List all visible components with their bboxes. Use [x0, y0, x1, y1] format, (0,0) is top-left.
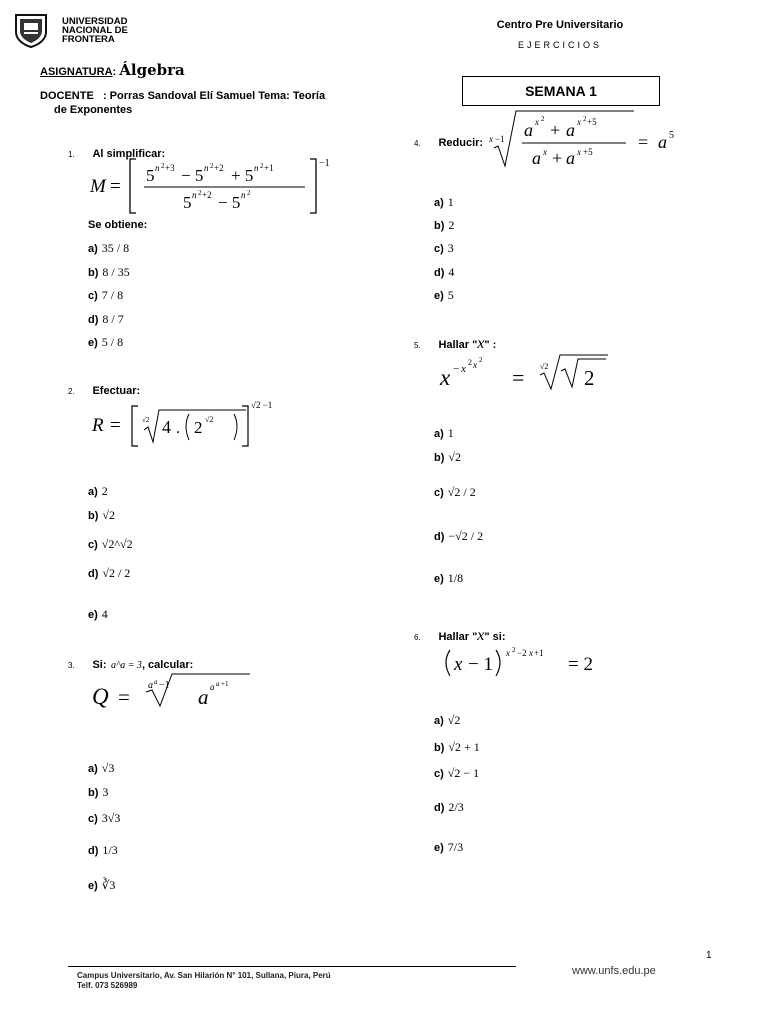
svg-text:2: 2: [479, 356, 483, 364]
svg-text:n: n: [155, 163, 160, 173]
question-1-formula: [86, 156, 346, 218]
svg-text:− 5: − 5: [218, 193, 241, 212]
q2-option-e[interactable]: e) 4: [88, 607, 108, 621]
svg-text:2: 2: [541, 115, 545, 123]
svg-text:−1: −1: [495, 134, 505, 144]
q6-option-c[interactable]: c) √2 − 1: [434, 766, 480, 780]
q5-option-e[interactable]: e) 1/8: [434, 571, 464, 585]
q6-option-b[interactable]: b) √2 + 1: [434, 740, 480, 754]
svg-text:n: n: [241, 190, 246, 200]
svg-text:2: 2: [260, 162, 264, 170]
svg-text:=: =: [110, 415, 121, 436]
svg-text:x: x: [543, 147, 547, 157]
q1-option-b[interactable]: b) 8 / 35: [88, 265, 130, 279]
svg-text:+ 5: + 5: [231, 166, 254, 185]
question-6-formula: [436, 642, 616, 682]
svg-text:+1: +1: [534, 648, 544, 658]
question-3-formula: [86, 668, 266, 712]
q6-option-e[interactable]: e) 7/3: [434, 840, 464, 854]
svg-text:a: a: [210, 682, 215, 692]
svg-text:−1: −1: [319, 158, 330, 169]
svg-text:x: x: [440, 365, 451, 390]
svg-text:=: =: [512, 365, 525, 390]
q6-option-d[interactable]: d) 2/3: [434, 800, 464, 814]
q2-option-d[interactable]: d) √2 / 2: [88, 566, 131, 580]
svg-text:5: 5: [146, 166, 155, 185]
svg-text:√2: √2: [205, 415, 214, 424]
svg-text:x: x: [489, 134, 493, 144]
q5-option-d[interactable]: d) −√2 / 2: [434, 529, 484, 543]
q2-option-c[interactable]: c) √2^√2: [88, 537, 133, 551]
svg-text:=: =: [110, 176, 121, 197]
svg-text:+5: +5: [583, 147, 593, 157]
svg-text:√2 −1: √2 −1: [251, 400, 273, 410]
q4-option-a[interactable]: a) 1: [434, 195, 454, 209]
q3-option-a[interactable]: a) √3: [88, 761, 115, 775]
q3-option-d[interactable]: d) 1/3: [88, 843, 118, 857]
footer-address: Campus Universitario, Av. San Hilarión N° 101, Sullana, Piura, Perú Telf. 073 526989: [77, 971, 331, 990]
svg-text:−2: −2: [517, 648, 527, 658]
q4-option-b[interactable]: b) 2: [434, 218, 455, 232]
svg-text:a: a: [566, 148, 575, 168]
svg-text:2: 2: [468, 358, 472, 367]
svg-text:Q: Q: [92, 684, 109, 709]
svg-text:+2: +2: [202, 190, 212, 200]
svg-text:2: 2: [584, 366, 595, 390]
svg-text:a: a: [658, 132, 667, 152]
header-center: [470, 19, 650, 50]
svg-text:x: x: [577, 147, 581, 157]
q1-option-e[interactable]: e) 5 / 8: [88, 335, 124, 349]
svg-text:√2: √2: [540, 362, 549, 371]
svg-text:+2: +2: [214, 163, 224, 173]
q3-option-b[interactable]: b) 3: [88, 785, 109, 799]
q5-option-c[interactable]: c) √2 / 2: [434, 485, 476, 499]
q1-option-a[interactable]: a) 35 / 8: [88, 241, 130, 255]
svg-text:x: x: [535, 117, 539, 127]
question-4-formula: [484, 108, 694, 174]
svg-text:a: a: [154, 678, 158, 686]
question-2-formula: [86, 394, 286, 452]
svg-text:M: M: [90, 176, 106, 197]
svg-text:2: 2: [247, 189, 251, 197]
svg-text:+1: +1: [264, 163, 274, 173]
q4-option-e[interactable]: e) 5: [434, 288, 454, 302]
footer-website[interactable]: www.unfs.edu.pe: [572, 965, 656, 977]
q3-option-e[interactable]: e) ∛3: [88, 878, 116, 892]
q4-option-c[interactable]: c) 3: [434, 241, 454, 255]
svg-text:+: +: [550, 120, 561, 140]
q6-option-a[interactable]: a) √2: [434, 713, 461, 727]
svg-text:x: x: [506, 648, 510, 658]
svg-text:x: x: [473, 360, 477, 370]
svg-text:x: x: [577, 117, 581, 127]
svg-text:= 2: = 2: [568, 654, 593, 675]
university-logo: [12, 12, 50, 48]
svg-text:4: 4: [162, 417, 171, 437]
section-title: EJERCICIOS: [517, 40, 602, 50]
university-name: UNIVERSIDAD NACIONAL DE FRONTERA: [62, 16, 128, 45]
question-4-title: 4. Reducir:: [414, 137, 484, 149]
asignatura: ASIGNATURA: Álgebra: [40, 61, 185, 79]
svg-text:−1: −1: [159, 680, 170, 691]
svg-text:=: =: [638, 132, 649, 152]
footer-divider: [68, 966, 516, 967]
svg-text:+5: +5: [587, 117, 597, 127]
svg-text:n: n: [254, 163, 259, 173]
question-6-title: 6. Hallar "x" si:: [414, 627, 506, 644]
q2-option-b[interactable]: b) √2: [88, 508, 115, 522]
svg-text:−: −: [453, 363, 460, 375]
q3-condition: a^a = 3: [110, 660, 142, 671]
q2-option-a[interactable]: a) 2: [88, 484, 108, 498]
docente: DOCENTE : Porras Sandoval Elí Samuel Tema: Teoría de Exponentes: [40, 90, 326, 116]
q1-option-c[interactable]: c) 7 / 8: [88, 288, 124, 302]
svg-text:a: a: [532, 148, 541, 168]
svg-text:x: x: [454, 654, 463, 675]
svg-text:a: a: [216, 680, 220, 688]
svg-text:2: 2: [583, 115, 587, 123]
svg-text:2: 2: [512, 646, 516, 654]
svg-text:2: 2: [161, 162, 165, 170]
page-number: 1: [706, 950, 712, 961]
question-1-obtain: Se obtiene:: [88, 219, 148, 231]
svg-text:2: 2: [210, 162, 214, 170]
svg-text:5: 5: [669, 130, 674, 141]
svg-text:a: a: [566, 120, 575, 140]
svg-text:a: a: [524, 120, 533, 140]
svg-text:n: n: [192, 190, 197, 200]
svg-text:+: +: [552, 148, 563, 168]
question-5-title: 5. Hallar "x" :: [414, 335, 497, 352]
subject: Álgebra: [119, 61, 185, 79]
svg-text:2: 2: [194, 418, 203, 437]
question-3-title: 3. Si: a^a = 3, calcular:: [68, 659, 194, 671]
svg-text:5: 5: [183, 193, 192, 212]
q1-option-d[interactable]: d) 8 / 7: [88, 312, 124, 326]
q5-option-b[interactable]: b) √2: [434, 450, 461, 464]
svg-text:2: 2: [198, 189, 202, 197]
svg-text:√2: √2: [142, 416, 150, 424]
svg-text:+3: +3: [165, 163, 175, 173]
svg-text:n: n: [204, 163, 209, 173]
svg-text:− 5: − 5: [181, 166, 204, 185]
svg-text:a: a: [148, 680, 153, 691]
semana-box: SEMANA 1: [462, 76, 660, 106]
svg-text:R: R: [92, 415, 104, 436]
question-5-formula: [434, 349, 624, 393]
svg-text:a: a: [198, 685, 209, 709]
svg-text:− 1: − 1: [468, 654, 493, 675]
question-2-title: 2. Efectuar:: [68, 385, 141, 397]
svg-text:x: x: [529, 648, 533, 658]
svg-text:x: x: [461, 363, 466, 375]
q4-option-d[interactable]: d) 4: [434, 265, 455, 279]
svg-text:=: =: [118, 685, 130, 709]
svg-text:+1: +1: [221, 680, 229, 688]
center-title: Centro Pre Universitario: [496, 19, 624, 31]
q5-option-a[interactable]: a) 1: [434, 426, 454, 440]
question-1-title: 1. Al simplificar:: [68, 148, 166, 160]
q3-option-c[interactable]: c) 3√3: [88, 811, 121, 825]
svg-text:.: .: [176, 420, 180, 437]
